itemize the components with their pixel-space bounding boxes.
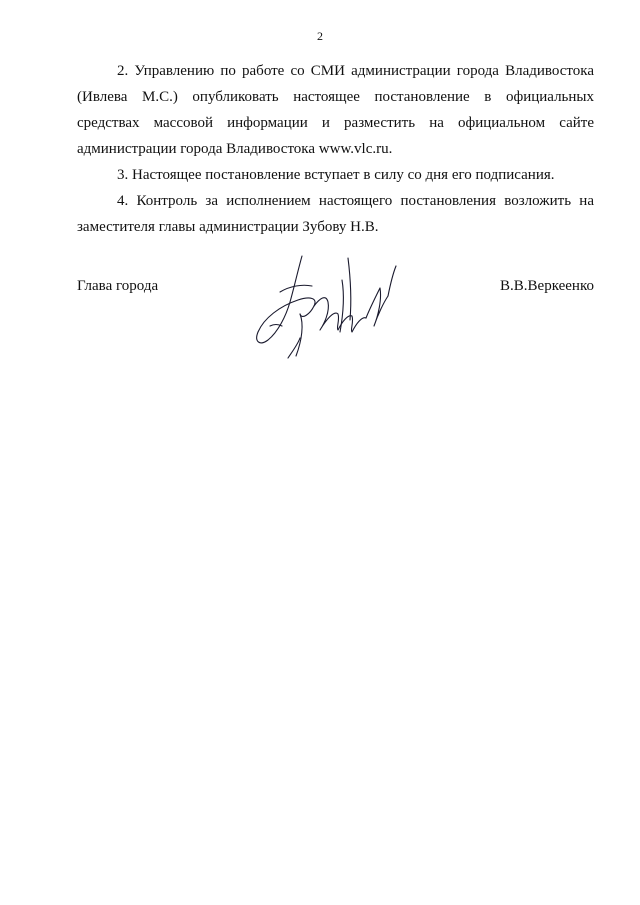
signatory-title: Глава города bbox=[77, 278, 159, 294]
paragraph-control: 4. Контроль за исполнением настоящего постановления возложить на заместителя главы администрации Зубову Н.В. bbox=[77, 193, 594, 235]
handwritten-signature bbox=[240, 240, 410, 370]
signatory-name: В.В.Веркеенко bbox=[500, 278, 594, 294]
paragraph-media-publication: 2. Управлению по работе со СМИ администрации города Владивостока (Ивлева М.С.) опубликовать настоящее постановление в официальных средствах массовой информации и разместить на официальном сайте администрации города Владивостока www.vlc.ru. bbox=[77, 63, 594, 157]
document-body bbox=[77, 58, 594, 240]
paragraph-effective-date: 3. Настоящее постановление вступает в силу со дня его подписания. bbox=[117, 167, 555, 183]
page-number: 2 bbox=[317, 29, 323, 43]
